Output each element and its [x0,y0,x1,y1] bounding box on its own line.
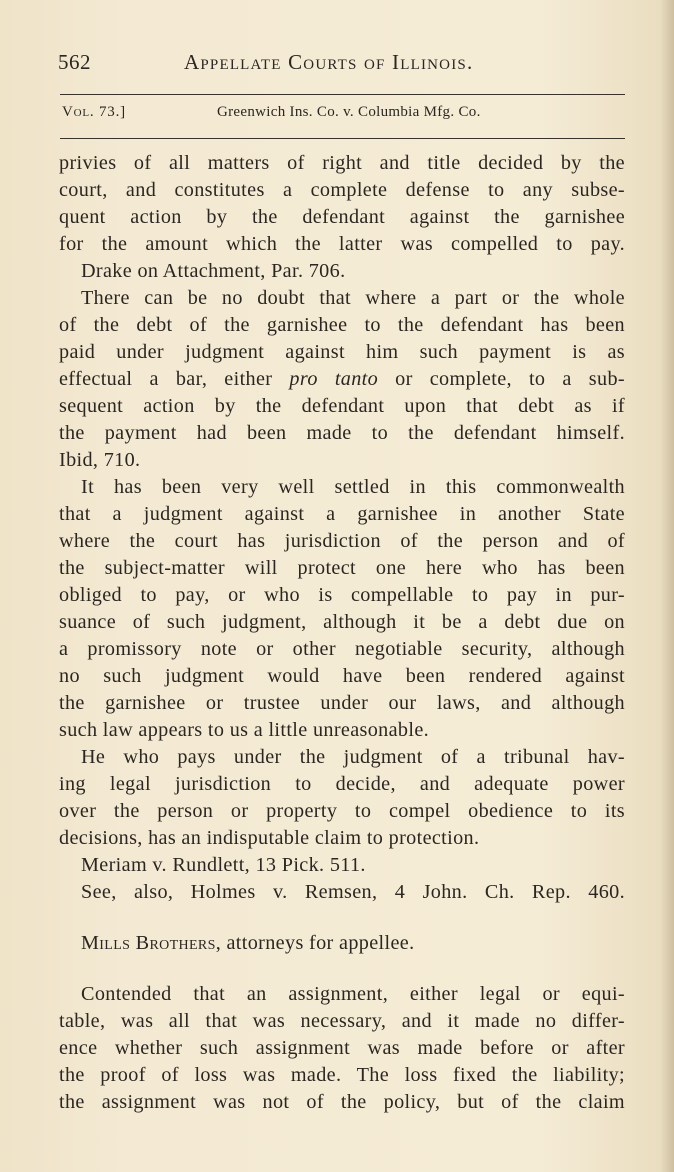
paragraph-gap [59,957,625,981]
body-text [59,150,625,1116]
text-line: for the amount which the latter was compelled to pay. [59,233,625,255]
text-line: Contended that an assignment, either legal or equi- [81,983,625,1005]
text-line: no such judgment would have been rendered against [59,665,625,687]
text-line: the assignment was not of the policy, but of the claim [59,1091,625,1113]
text-line: over the person or property to compel obedience to its [59,800,625,822]
attorneys-line [59,930,625,957]
text-line: such law appears to us a little unreasonable. [59,719,430,741]
running-title: Appellate Courts of Illinois. [184,50,474,74]
text-line: obliged to pay, or who is compellable to pay in pur- [59,584,625,606]
text-line: quent action by the defendant against the garnishee [59,206,625,228]
citation-holmes: See, also, Holmes v. Remsen, 4 John. Ch. Rep. 460. [81,881,625,903]
text-line: paid under judgment against him such payment is as [59,341,625,363]
text-line: that a judgment against a garnishee in another State [59,503,625,525]
header-rule-top [60,94,625,95]
case-title: Greenwich Ins. Co. v. Columbia Mfg. Co. [217,104,481,120]
text-line-with-italic [59,366,625,393]
text-segment: effectual a bar, either [59,368,273,390]
citation-ibid: Ibid, 710. [59,449,141,471]
pro-tanto-italic: pro tanto [289,368,379,390]
text-segment: or complete, to a sub- [395,368,625,390]
text-line: ing legal jurisdiction to decide, and adequate power [59,773,625,795]
text-line: court, and constitutes a complete defense to any subse- [59,179,625,201]
text-line: of the debt of the garnishee to the defendant has been [59,314,625,336]
text-line: There can be no doubt that where a part or the whole [81,287,625,309]
text-line: suance of such judgment, although it be a debt due on [59,611,625,633]
header-rule-bottom [60,138,625,139]
text-line: privies of all matters of right and title decided by the [59,152,625,174]
citation-meriam: Meriam v. Rundlett, 13 Pick. 511. [81,854,366,876]
text-line: He who pays under the judgment of a tribunal hav- [81,746,625,768]
text-line: ence whether such assignment was made before or after [59,1037,625,1059]
paragraph-gap [59,906,625,930]
attorney-name: Mills Brothers [81,932,216,954]
text-line: a promissory note or other negotiable security, although [59,638,625,660]
case-line [62,104,582,126]
text-line: the proof of loss was made. The loss fixed the liability; [59,1064,625,1086]
text-line: decisions, has an indisputable claim to protection. [59,827,480,849]
text-line: sequent action by the defendant upon that debt as if [59,395,625,417]
page-edge-shadow [660,0,674,1172]
page-number: 562 [58,50,91,74]
text-line: where the court has jurisdiction of the person and of [59,530,625,552]
attorney-role: , attorneys for appellee. [215,932,415,954]
running-head [58,50,518,80]
text-line: It has been very well settled in this commonwealth [81,476,625,498]
volume-label: Vol. 73.] [62,104,126,120]
text-line: table, was all that was necessary, and it made no differ- [59,1010,625,1032]
text-line: the subject-matter will protect one here who has been [59,557,625,579]
text-line: the garnishee or trustee under our laws, and although [59,692,625,714]
citation-drake: Drake on Attachment, Par. 706. [81,260,346,282]
text-line: the payment had been made to the defendant himself. [59,422,625,444]
